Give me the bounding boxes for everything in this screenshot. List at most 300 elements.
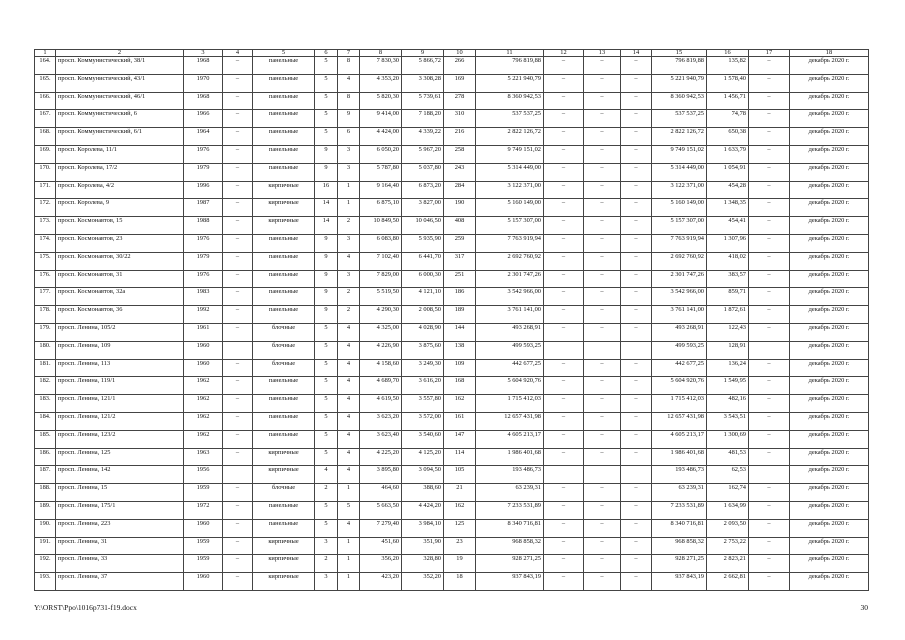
cell-col-4: –: [223, 74, 253, 92]
table-row: [35, 537, 869, 555]
cell-address: просп. Коммунистический, 6: [56, 110, 184, 128]
cell-cost-per-sqm: 135,82: [707, 57, 749, 75]
cell-row-number: 166.: [35, 92, 56, 110]
cell-address: просп. Королева, 11/1: [56, 145, 184, 163]
cell-row-number: 169.: [35, 145, 56, 163]
cell-col-12: –: [544, 57, 584, 75]
cell-total-cost: 7 763 919,94: [476, 234, 544, 252]
cell-total-area: 4 225,20: [360, 448, 402, 466]
cell-address: просп. Ленина, 121/1: [56, 395, 184, 413]
table-row: [35, 395, 869, 413]
cell-col-14: –: [621, 181, 652, 199]
cell-cost-per-sqm: 418,02: [707, 252, 749, 270]
cell-entrances: 4: [338, 323, 360, 341]
cell-col-14: –: [621, 519, 652, 537]
cell-residents: 251: [444, 270, 476, 288]
cell-living-area: 352,20: [402, 573, 444, 591]
cell-wall-material: панельные: [253, 501, 315, 519]
cell-col-4: –: [223, 57, 253, 75]
cell-col-12: –: [544, 181, 584, 199]
cell-col-17: –: [749, 306, 790, 324]
document-path: Y:\ORST\Ppo\1016p731-f19.docx: [34, 603, 137, 612]
column-number-2: 2: [56, 50, 184, 57]
cell-total-cost: 5 604 920,76: [476, 377, 544, 395]
table-row: [35, 288, 869, 306]
cell-row-number: 188.: [35, 484, 56, 502]
cell-deadline: декабрь 2020 г.: [790, 270, 869, 288]
cell-cost-per-sqm: 1 633,79: [707, 145, 749, 163]
table-row: [35, 74, 869, 92]
cell-row-number: 178.: [35, 306, 56, 324]
cell-wall-material: панельные: [253, 412, 315, 430]
cell-year-built: 1992: [184, 306, 223, 324]
cell-col-4: –: [223, 252, 253, 270]
cell-wall-material: кирпичные: [253, 448, 315, 466]
cell-cost-sum: 1 986 401,68: [652, 448, 707, 466]
cell-col-12: –: [544, 128, 584, 146]
cell-floors: 9: [315, 163, 338, 181]
cell-address: просп. Ленина, 37: [56, 573, 184, 591]
table-row: [35, 359, 869, 377]
cell-cost-sum: 3 122 371,00: [652, 181, 707, 199]
cell-wall-material: панельные: [253, 74, 315, 92]
column-number-17: 17: [749, 50, 790, 57]
cell-col-13: –: [584, 359, 621, 377]
cell-entrances: 4: [338, 466, 360, 484]
cell-residents: 266: [444, 57, 476, 75]
cell-living-area: 2 008,50: [402, 306, 444, 324]
cell-floors: 3: [315, 537, 338, 555]
table-row: [35, 252, 869, 270]
cell-living-area: 6 873,20: [402, 181, 444, 199]
cell-col-14: –: [621, 448, 652, 466]
cell-wall-material: кирпичные: [253, 217, 315, 235]
cell-col-4: –: [223, 128, 253, 146]
cell-living-area: 4 339,22: [402, 128, 444, 146]
cell-col-13: –: [584, 555, 621, 573]
cell-col-12: –: [544, 306, 584, 324]
cell-col-17: –: [749, 395, 790, 413]
cell-living-area: 3 540,60: [402, 430, 444, 448]
cell-deadline: декабрь 2020 г.: [790, 466, 869, 484]
cell-row-number: 193.: [35, 573, 56, 591]
cell-col-12: –: [544, 501, 584, 519]
cell-total-cost: 5 314 449,00: [476, 163, 544, 181]
cell-year-built: 1968: [184, 57, 223, 75]
cell-col-4: –: [223, 199, 253, 217]
cell-total-cost: 5 157 307,00: [476, 217, 544, 235]
cell-col-4: –: [223, 412, 253, 430]
cell-total-cost: 537 537,25: [476, 110, 544, 128]
cell-floors: 5: [315, 92, 338, 110]
cell-wall-material: панельные: [253, 288, 315, 306]
cell-col-4: –: [223, 306, 253, 324]
cell-col-14: –: [621, 288, 652, 306]
cell-floors: 5: [315, 448, 338, 466]
cell-year-built: 1960: [184, 359, 223, 377]
cell-residents: 169: [444, 74, 476, 92]
cell-col-12: –: [544, 74, 584, 92]
cell-residents: 216: [444, 128, 476, 146]
cell-row-number: 179.: [35, 323, 56, 341]
cell-residents: 18: [444, 573, 476, 591]
cell-col-13: –: [584, 145, 621, 163]
cell-deadline: декабрь 2020 г.: [790, 430, 869, 448]
cell-col-4: –: [223, 359, 253, 377]
cell-total-area: 10 849,50: [360, 217, 402, 235]
cell-floors: 5: [315, 57, 338, 75]
cell-address: просп. Ленина, 33: [56, 555, 184, 573]
cell-col-4: –: [223, 573, 253, 591]
cell-deadline: декабрь 2020 г.: [790, 377, 869, 395]
cell-deadline: декабрь 2020 г.: [790, 573, 869, 591]
cell-entrances: 1: [338, 573, 360, 591]
cell-deadline: декабрь 2020 г.: [790, 412, 869, 430]
cell-col-13: –: [584, 288, 621, 306]
cell-living-area: 3 984,10: [402, 519, 444, 537]
cell-total-cost: 493 268,91: [476, 323, 544, 341]
cell-entrances: 1: [338, 199, 360, 217]
cell-total-area: 4 689,70: [360, 377, 402, 395]
cell-entrances: 2: [338, 217, 360, 235]
table-row: [35, 484, 869, 502]
cell-cost-per-sqm: 1 634,99: [707, 501, 749, 519]
cell-col-12: –: [544, 145, 584, 163]
cell-cost-per-sqm: 481,53: [707, 448, 749, 466]
cell-floors: 2: [315, 555, 338, 573]
cell-total-cost: 5 221 940,79: [476, 74, 544, 92]
cell-address: просп. Коммунистический, 43/1: [56, 74, 184, 92]
column-number-4: 4: [223, 50, 253, 57]
cell-living-area: 5 739,61: [402, 92, 444, 110]
cell-cost-sum: 9 749 151,02: [652, 145, 707, 163]
cell-cost-per-sqm: 1 872,61: [707, 306, 749, 324]
cell-deadline: декабрь 2020 г.: [790, 92, 869, 110]
cell-cost-sum: 968 858,32: [652, 537, 707, 555]
cell-entrances: 1: [338, 181, 360, 199]
cell-floors: 9: [315, 270, 338, 288]
cell-col-12: –: [544, 234, 584, 252]
cell-wall-material: кирпичные: [253, 199, 315, 217]
table-header: [35, 50, 869, 57]
cell-year-built: 1963: [184, 448, 223, 466]
cell-wall-material: блочные: [253, 484, 315, 502]
cell-deadline: декабрь 2020 г.: [790, 252, 869, 270]
cell-living-area: 3 827,00: [402, 199, 444, 217]
cell-col-14: –: [621, 501, 652, 519]
table-row: [35, 199, 869, 217]
cell-wall-material: кирпичные: [253, 573, 315, 591]
cell-year-built: 1966: [184, 110, 223, 128]
cell-floors: 3: [315, 573, 338, 591]
cell-col-4: –: [223, 519, 253, 537]
cell-residents: 258: [444, 145, 476, 163]
cell-col-12: –: [544, 252, 584, 270]
cell-wall-material: панельные: [253, 306, 315, 324]
cell-col-14: –: [621, 537, 652, 555]
cell-living-area: 4 121,10: [402, 288, 444, 306]
cell-row-number: 191.: [35, 537, 56, 555]
cell-col-13: –: [584, 270, 621, 288]
cell-total-area: 7 102,40: [360, 252, 402, 270]
cell-address: просп. Коммунистический, 46/1: [56, 92, 184, 110]
cell-total-cost: 63 239,31: [476, 484, 544, 502]
cell-floors: 4: [315, 466, 338, 484]
cell-address: просп. Ленина, 15: [56, 484, 184, 502]
cell-cost-per-sqm: 1 456,71: [707, 92, 749, 110]
cell-col-12: –: [544, 110, 584, 128]
cell-col-13: –: [584, 252, 621, 270]
cell-col-13: –: [584, 306, 621, 324]
cell-cost-sum: 2 822 126,72: [652, 128, 707, 146]
cell-total-area: 6 875,10: [360, 199, 402, 217]
cell-col-17: –: [749, 323, 790, 341]
cell-living-area: 4 028,90: [402, 323, 444, 341]
cell-address: просп. Космонавтов, 31: [56, 270, 184, 288]
cell-year-built: 1983: [184, 288, 223, 306]
cell-row-number: 183.: [35, 395, 56, 413]
cell-year-built: 1996: [184, 181, 223, 199]
cell-cost-sum: 5 160 149,00: [652, 199, 707, 217]
cell-col-4: –: [223, 323, 253, 341]
cell-total-area: 4 325,00: [360, 323, 402, 341]
cell-cost-per-sqm: 136,24: [707, 359, 749, 377]
cell-cost-sum: 3 542 966,00: [652, 288, 707, 306]
cell-row-number: 175.: [35, 252, 56, 270]
cell-floors: 9: [315, 145, 338, 163]
cell-residents: 168: [444, 377, 476, 395]
cell-floors: 5: [315, 395, 338, 413]
cell-floors: 5: [315, 341, 338, 359]
cell-col-12: –: [544, 270, 584, 288]
cell-deadline: декабрь 2020 г.: [790, 555, 869, 573]
table-row: [35, 377, 869, 395]
cell-cost-sum: 2 692 760,92: [652, 252, 707, 270]
cell-floors: 5: [315, 110, 338, 128]
cell-col-17: –: [749, 57, 790, 75]
cell-col-17: –: [749, 199, 790, 217]
cell-cost-per-sqm: 2 753,22: [707, 537, 749, 555]
cell-deadline: декабрь 2020 г.: [790, 145, 869, 163]
cell-cost-sum: 796 819,88: [652, 57, 707, 75]
cell-cost-sum: 4 605 213,17: [652, 430, 707, 448]
cell-year-built: 1987: [184, 199, 223, 217]
cell-residents: 284: [444, 181, 476, 199]
cell-total-cost: 1 986 401,68: [476, 448, 544, 466]
cell-wall-material: панельные: [253, 430, 315, 448]
cell-address: просп. Ленина, 113: [56, 359, 184, 377]
table-row: [35, 573, 869, 591]
table-row: [35, 92, 869, 110]
cell-residents: 109: [444, 359, 476, 377]
column-number-6: 6: [315, 50, 338, 57]
cell-address: просп. Космонавтов, 23: [56, 234, 184, 252]
cell-entrances: 9: [338, 110, 360, 128]
cell-deadline: декабрь 2020 г.: [790, 128, 869, 146]
cell-col-13: –: [584, 128, 621, 146]
cell-row-number: 165.: [35, 74, 56, 92]
cell-col-17: –: [749, 110, 790, 128]
cell-col-14: –: [621, 555, 652, 573]
cell-col-17: –: [749, 234, 790, 252]
cell-cost-sum: 928 271,25: [652, 555, 707, 573]
cell-cost-sum: 7 233 531,89: [652, 501, 707, 519]
cell-address: просп. Ленина, 123/2: [56, 430, 184, 448]
cell-residents: 161: [444, 412, 476, 430]
cell-wall-material: панельные: [253, 128, 315, 146]
cell-living-area: 4 424,20: [402, 501, 444, 519]
cell-col-14: –: [621, 412, 652, 430]
cell-year-built: 1959: [184, 537, 223, 555]
cell-address: просп. Ленина, 175/1: [56, 501, 184, 519]
table-row: [35, 234, 869, 252]
table-row: [35, 323, 869, 341]
cell-wall-material: блочные: [253, 359, 315, 377]
cell-cost-sum: 7 763 919,94: [652, 234, 707, 252]
cell-col-17: –: [749, 163, 790, 181]
cell-row-number: 177.: [35, 288, 56, 306]
cell-floors: 16: [315, 181, 338, 199]
cell-living-area: 10 046,50: [402, 217, 444, 235]
cell-total-area: 4 424,00: [360, 128, 402, 146]
cell-cost-sum: 493 268,91: [652, 323, 707, 341]
cell-address: просп. Ленина, 105/2: [56, 323, 184, 341]
cell-wall-material: панельные: [253, 395, 315, 413]
cell-row-number: 168.: [35, 128, 56, 146]
cell-cost-per-sqm: 1 348,35: [707, 199, 749, 217]
cell-total-cost: 2 692 760,92: [476, 252, 544, 270]
cell-total-area: 5 820,30: [360, 92, 402, 110]
cell-floors: 5: [315, 74, 338, 92]
table-row: [35, 466, 869, 484]
cell-row-number: 192.: [35, 555, 56, 573]
cell-col-12: –: [544, 163, 584, 181]
cell-total-area: 7 830,30: [360, 57, 402, 75]
cell-col-13: –: [584, 537, 621, 555]
table-row: [35, 519, 869, 537]
column-number-7: 7: [338, 50, 360, 57]
cell-address: просп. Космонавтов, 15: [56, 217, 184, 235]
cell-row-number: 172.: [35, 199, 56, 217]
cell-year-built: 1960: [184, 519, 223, 537]
cell-residents: 190: [444, 199, 476, 217]
cell-total-cost: 8 340 716,81: [476, 519, 544, 537]
cell-col-4: –: [223, 501, 253, 519]
cell-total-area: 9 164,40: [360, 181, 402, 199]
cell-cost-sum: 537 537,25: [652, 110, 707, 128]
cell-address: просп. Ленина, 125: [56, 448, 184, 466]
cell-col-14: [621, 341, 652, 359]
cell-deadline: декабрь 2020 г.: [790, 341, 869, 359]
cell-col-14: –: [621, 573, 652, 591]
cell-col-4: –: [223, 181, 253, 199]
cell-living-area: 5 935,90: [402, 234, 444, 252]
cell-col-13: –: [584, 430, 621, 448]
column-number-5: 5: [253, 50, 315, 57]
cell-year-built: 1956: [184, 466, 223, 484]
cell-col-13: –: [584, 377, 621, 395]
cell-col-17: –: [749, 359, 790, 377]
cell-col-4: –: [223, 484, 253, 502]
cell-wall-material: панельные: [253, 270, 315, 288]
cell-living-area: 3 094,50: [402, 466, 444, 484]
cell-wall-material: панельные: [253, 163, 315, 181]
cell-total-cost: 796 819,88: [476, 57, 544, 75]
cell-entrances: 4: [338, 448, 360, 466]
cell-entrances: 4: [338, 252, 360, 270]
cell-cost-per-sqm: 122,43: [707, 323, 749, 341]
cell-cost-sum: 5 314 449,00: [652, 163, 707, 181]
cell-row-number: 167.: [35, 110, 56, 128]
cell-cost-per-sqm: 62,53: [707, 466, 749, 484]
cell-cost-per-sqm: 1 549,95: [707, 377, 749, 395]
cell-cost-sum: 2 301 747,26: [652, 270, 707, 288]
table-row: [35, 430, 869, 448]
cell-col-17: –: [749, 145, 790, 163]
cell-cost-sum: 3 761 141,00: [652, 306, 707, 324]
cell-cost-per-sqm: 383,57: [707, 270, 749, 288]
cell-living-area: 7 188,20: [402, 110, 444, 128]
cell-total-area: 3 623,40: [360, 430, 402, 448]
cell-entrances: 2: [338, 306, 360, 324]
cell-cost-per-sqm: 162,74: [707, 484, 749, 502]
cell-wall-material: панельные: [253, 377, 315, 395]
cell-col-13: –: [584, 74, 621, 92]
cell-entrances: 2: [338, 288, 360, 306]
cell-floors: 5: [315, 323, 338, 341]
cell-living-area: 6 441,70: [402, 252, 444, 270]
cell-col-14: –: [621, 57, 652, 75]
cell-col-17: –: [749, 430, 790, 448]
cell-residents: 408: [444, 217, 476, 235]
cell-entrances: 1: [338, 537, 360, 555]
cell-wall-material: панельные: [253, 252, 315, 270]
cell-col-17: –: [749, 377, 790, 395]
cell-cost-per-sqm: 650,38: [707, 128, 749, 146]
column-number-15: 15: [652, 50, 707, 57]
cell-deadline: декабрь 2020 г.: [790, 288, 869, 306]
cell-year-built: 1976: [184, 270, 223, 288]
table-row: [35, 555, 869, 573]
column-number-13: 13: [584, 50, 621, 57]
cell-floors: 5: [315, 377, 338, 395]
column-number-18: 18: [790, 50, 869, 57]
cell-living-area: 3 616,20: [402, 377, 444, 395]
cell-col-17: –: [749, 74, 790, 92]
cell-col-17: –: [749, 217, 790, 235]
cell-col-12: –: [544, 359, 584, 377]
cell-year-built: 1976: [184, 234, 223, 252]
cell-col-12: –: [544, 199, 584, 217]
cell-total-area: 423,20: [360, 573, 402, 591]
cell-col-12: –: [544, 573, 584, 591]
cell-living-area: 4 125,20: [402, 448, 444, 466]
cell-row-number: 170.: [35, 163, 56, 181]
cell-deadline: декабрь 2020 г.: [790, 484, 869, 502]
cell-col-4: –: [223, 448, 253, 466]
cell-floors: 9: [315, 306, 338, 324]
column-number-10: 10: [444, 50, 476, 57]
cell-cost-sum: 12 657 431,98: [652, 412, 707, 430]
cell-entrances: 4: [338, 341, 360, 359]
cell-total-area: 7 829,00: [360, 270, 402, 288]
table-row: [35, 341, 869, 359]
cell-row-number: 174.: [35, 234, 56, 252]
cell-wall-material: кирпичные: [253, 181, 315, 199]
cell-col-14: –: [621, 199, 652, 217]
cell-entrances: 4: [338, 74, 360, 92]
cell-cost-per-sqm: 74,78: [707, 110, 749, 128]
